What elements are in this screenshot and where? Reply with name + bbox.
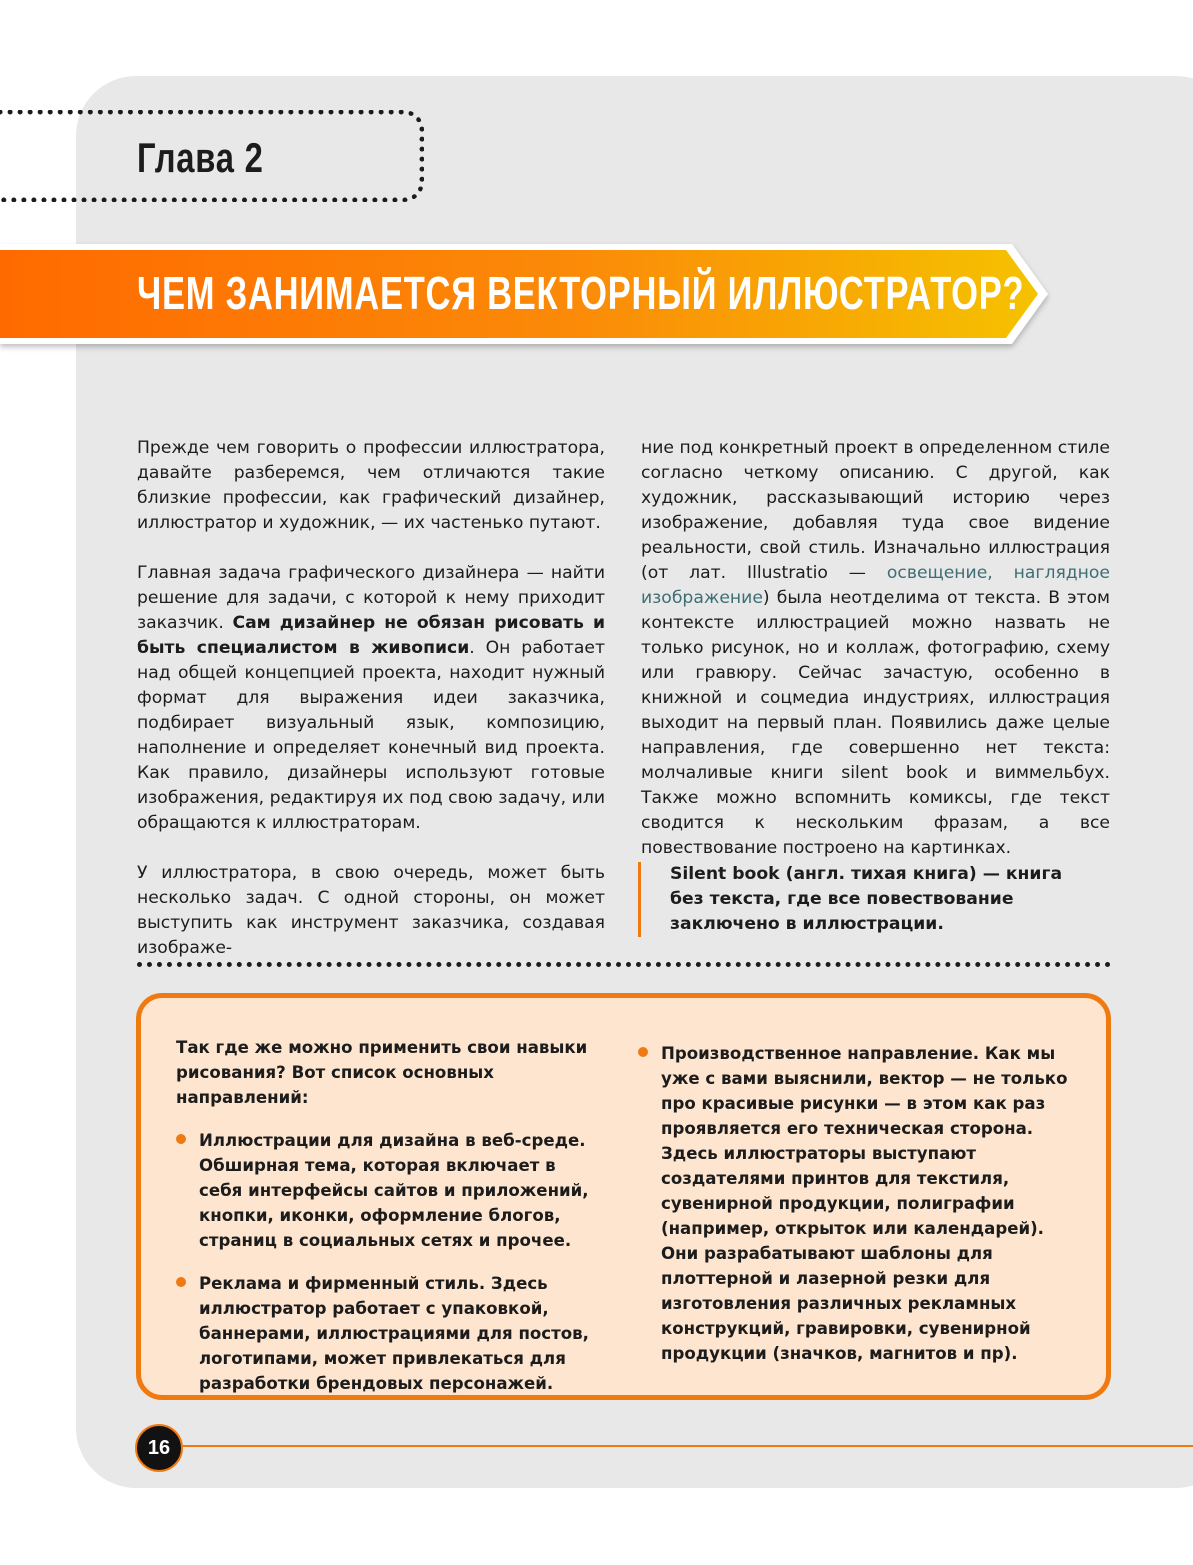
list-item [638, 1041, 1078, 1366]
section-title: ЧЕМ ЗАНИМАЕТСЯ ВЕКТОРНЫЙ ИЛЛЮСТРАТОР? [137, 267, 1025, 319]
footer-line [180, 1445, 1193, 1447]
paragraph-text: . Он работает над общей концепцией проекта, находит нужный формат для выражения идеи заказчика, подбирает визуальный язык, композицию, наполнение и определяет конечный вид проекта. Как правило, дизайнеры используют готовые изображения, редактируя их под свою задачу, или обращаются к иллюстраторам. [137, 638, 605, 833]
text-column-right [641, 436, 1110, 861]
paragraph-bold-text: Сам дизайнер не обязан рисовать и быть специалистом в живописи [137, 613, 605, 658]
paragraph-text: ние под конкретный проект в определенном стиле согласно четкому описанию. С другой, как художник, рассказывающий историю через изображение, добавляя туда свое видение реальности, свой стиль. Изначально иллюстрация (от лат. Illustratio — [641, 438, 1110, 583]
paragraph-text: Главная задача графического дизайнера — найти решение для задачи, с которой к нему приходит заказчик. [137, 563, 605, 633]
info-box-column-right [638, 1041, 1078, 1384]
list-item-text: Иллюстрации для дизайна в веб-среде. Обширная тема, которая включает в себя интерфейсы сайтов и приложений, кнопки, иконки, оформление блогов, страниц в социальных сетях и прочее. [199, 1131, 589, 1250]
highlighted-term: освещение, наглядное изображение [641, 563, 1110, 608]
info-box-intro: Так где же можно применить свои навыки рисования? Вот список основных направлений: [176, 1038, 588, 1107]
bullet-icon [638, 1047, 648, 1057]
paragraph [137, 561, 605, 836]
definition-callout: Silent book (англ. тихая книга) — книга без текста, где все повествование заключено в иллюстрации. [638, 862, 1078, 937]
page-number: 16 [135, 1424, 183, 1472]
bullet-icon [176, 1277, 186, 1287]
list-item [176, 1128, 596, 1253]
dotted-divider [137, 962, 1111, 973]
chapter-label: Глава 2 [137, 134, 264, 181]
list-item-text: Производственное направление. Как мы уже с вами выяснили, вектор — не только про красивые рисунки — в этом как раз проявляется его техническая сторона. Здесь иллюстраторы выступают создателями принтов для текстиля, сувенирной продукции, полиграфии (например, открыток или календарей). Они разрабатывают шаблоны для плоттерной и лазерной резки для изготовления различных рекламных конструкций, гравировки, сувенирной продукции (значков, магнитов и пр). [661, 1044, 1068, 1363]
paragraph: У иллюстратора, в свою очередь, может быть несколько задач. С одной стороны, он может выступить как инструмент заказчика, создавая изображе- [137, 863, 605, 958]
list-item-text: Реклама и фирменный стиль. Здесь иллюстратор работает с упаковкой, баннерами, иллюстрациями для постов, логотипами, может привлекаться для разработки брендовых персонажей. [199, 1274, 589, 1393]
paragraph: Прежде чем говорить о профессии иллюстратора, давайте разберемся, чем отличаются такие близкие профессии, как графический дизайнер, иллюстратор и художник, — их частенько путают. [137, 438, 605, 533]
info-box-column-left [176, 1035, 596, 1414]
paragraph-text: ) была неотделима от текста. В этом контексте иллюстрацией можно назвать не только рисунок, но и коллаж, фотографию, схему или гравюру. Сейчас зачастую, особенно в книжной и соцмедиа индустриях, иллюстрация выходит на первый план. Появились даже целые направления, где совершенно нет текста: молчаливые книги silent book и виммельбух. Также можно вспомнить комиксы, где текст сводится к нескольким фразам, а все повествование построено на картинках. [641, 588, 1110, 858]
text-column-left [137, 436, 605, 961]
list-item [176, 1271, 596, 1396]
paragraph [641, 436, 1110, 861]
bullet-icon [176, 1134, 186, 1144]
